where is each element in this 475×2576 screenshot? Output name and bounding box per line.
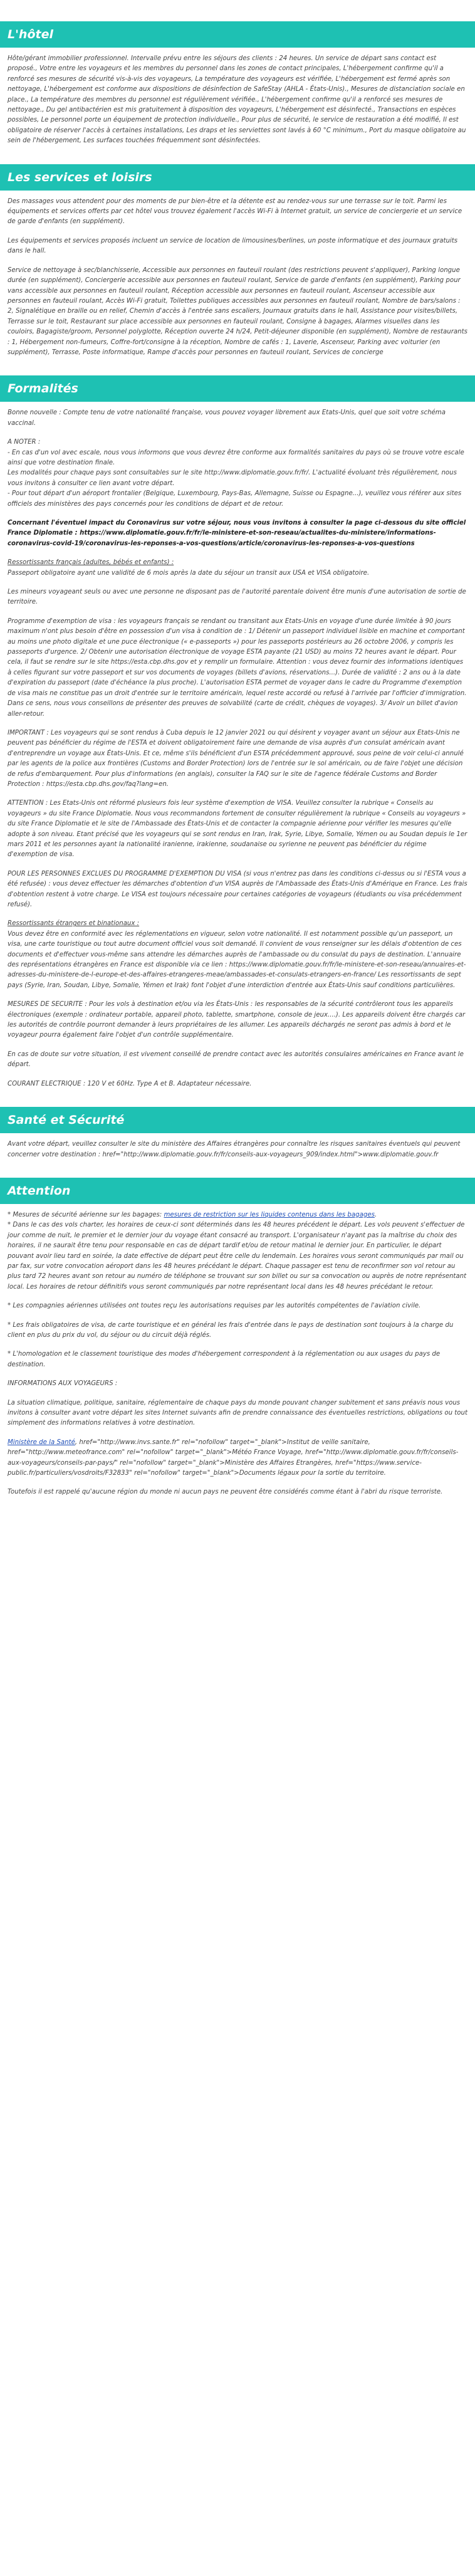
- section-title-services: Les services et loisirs: [0, 164, 475, 191]
- a-noter-line-2: Les modalités pour chaque pays sont consultables sur le site http://www.diplomatie.gouv.fr/fr/. L'actualité évoluant très régulièrement, nous vous invitons à consulter ce lien avant votre départ.: [8, 469, 457, 487]
- bagages-prefix: * Mesures de sécurité aérienne sur les bagages:: [8, 1211, 164, 1218]
- bagages-line: [8, 1210, 467, 1220]
- attention-item-frais: * Les frais obligatoires de visa, de carte touristique et en général les frais d'entrée dans le pays de destination sont toujours à la charge du client en plus du prix du vol, du séjour ou du circuit déjà réglés.: [8, 1321, 454, 1339]
- links-text: , href="http://www.invs.sante.fr" rel="nofollow" target="_blank">Institut de veille sanitaire, href="http://www.meteofrance.com" rel="nofollow" target="_blank">Météo France Voyage, href="http://www.diplomatie.gouv.fr/fr/conseils-aux-voyageurs/conseils-par-pays/" rel="nofollow" target="_blank">Ministère des Affaires Etrangères, href="https://www.service-public.fr/particuliers/vosdroits/F32833" rel="nofollow" target="_blank">Documents légaux pour la sortie du territoire.: [8, 1438, 459, 1477]
- section-title-attention: Attention: [0, 1178, 475, 1204]
- ressortissants-binationaux-title: Ressortissants étrangers et binationaux :: [8, 920, 140, 928]
- infos-voyageurs-text: La situation climatique, politique, sanitaire, réglementaire de chaque pays du monde pouvant changer subitement et sans préavis nous vous invitons à consulter avant votre départ les sites Internet suivants afin de prendre connaissance des éventuelles restrictions, obligations ou tout simplement des informations relatives à votre destination.: [8, 1399, 467, 1427]
- section-title-sante: Santé et Sécurité: [0, 1107, 475, 1133]
- section-title-hotel: L'hôtel: [0, 21, 475, 48]
- mesures-securite-text: MESURES DE SECURITE : Pour les vols à destination et/ou via les États-Unis : les responsables de la sécurité contrôleront tous les appareils électroniques (exemple : ordinateur portable, appareil photo, tablette, smartphone, console de jeux....). Les appareils doivent être chargés car les autorités de contrôle pourront demander à leurs propriétaires de les allumer. Les appareils déchargés ne seront pas admis à bord et le voyageur pourra également faire l'objet d'un contrôle supplémentaire.: [8, 1001, 466, 1039]
- attention-esta-text: ATTENTION : Les Etats-Unis ont réformé plusieurs fois leur système d'exemption de VISA. Veuillez consulter la rubrique « Conseils au voyageurs » du site France Diplomatie. Nous vous recommandons fortement de consulter régulièrement la rubrique « Conseils au voyageurs » du site France Diplomatie et le site de l'Ambassade des États-Unis et de contacter la compagnie aérienne pour vérifier les mesures qu'elle adopte à son niveau. Etant précisé que les voyageurs qui se sont rendus en Iran, Irak, Syrie, Libye, Somalie, Yémen ou au Soudan depuis le 1er mars 2011 et les personnes ayant la nationalité iranienne, irakienne, soudanaise ou syrienne ne peuvent pas bénéficier du régime d'exemption de visa.: [8, 800, 467, 859]
- services-paragraph-3: Service de nettoyage à sec/blanchisserie, Accessible aux personnes en fauteuil roulant (des restrictions peuvent s'appliquer), Parking longue durée (en supplément), Conciergerie accessible aux personnes en fauteuil roulant, Service de garde d'enfants (en supplément), Parking pour vans accessible aux personnes en fauteuil roulant, Réception accessible aux personnes en fauteuil roulant, Ascenseur accessible aux personnes en fauteuil roulant, Accès Wi-Fi gratuit, Toilettes publiques accessibles aux personnes en fauteuil roulant, Nombre de bars/salons : 2, Signalétique en braille ou en relief, Chemin d'accès à l'entrée sans escaliers, Journaux gratuits dans le hall, Assistance pour visites/billets, Terrasse sur le toit, Restaurant sur place accessible aux personnes en fauteuil roulant, Consigne à bagages, Alarmes visuelles dans les couloirs, Bagagiste/groom, Personnel polyglotte, Réception ouverte 24 h/24, Petit-déjeuner disponible (en supplément), Nombre de restaurants : 1, Hébergement non-fumeurs, Coffre-fort/consigne à la réception, Nombre de cafés : 1, Laverie, Ascenseur, Parking avec voiturier (en supplément), Terrasse, Poste informatique, Rampe d'accès pour personnes en fauteuil roulant, Services de concierge: [8, 266, 467, 356]
- section-content-formalites: [0, 402, 475, 1089]
- terrorisme-text: Toutefois il est rappelé qu'aucune région du monde ni aucun pays ne peuvent être considérés comme étant à l'abri du risque terroriste.: [8, 1489, 443, 1496]
- ressortissants-text: Passeport obligatoire ayant une validité de 6 mois après la date du séjour un transit aux USA et VISA obligatoire.: [8, 569, 370, 577]
- a-noter-line-1: - En cas d'un vol avec escale, nous vous informons que vous devrez être conforme aux formalités sanitaires du pays où se trouve votre escale ainsi que votre destination finale.: [8, 449, 464, 466]
- section-content-services: [0, 191, 475, 359]
- programme-text: Programme d'exemption de visa : les voyageurs français se rendant ou transitant aux Etats-Unis en voyage d'une durée limitée à 90 jours maximum n'ont plus besoin d'être en possession d'un visa à condition de : 1/ Détenir un passeport individuel lisible en machine et comportant au moins une photo digitale et une puce électronique (« e-passeports ») pour les passeports postérieurs au 26 octobre 2006, y compris les passeports d'urgence. 2/ Obtenir une autorisation électronique de voyage ESTA payante (21 USD) au moins 72 heures avant le départ. Pour cela, il faut se rendre sur le site https://esta.cbp.dhs.gov et y remplir un formulaire. Attention : vous devez fournir des informations identiques à celles figurant sur votre passeport et sur vos documents de voyages (billets d'avions, réservations...). Durée de validité : 2 ans ou à la date d'expiration du passeport (date d'échéance la plus proche). L'autorisation ESTA permet de voyager dans le cadre du Programme d'exemption de visa mais ne constitue pas un droit d'entrée sur le territoire américain, lequel reste accordé ou refusé à l'arrivée par l'officier d'immigration. Dans ce sens, nous vous conseillons de présenter des preuves de solvabilité (carte de crédit, chèques de voyages). 3/ Avoir un billet d'avion aller-retour.: [8, 617, 467, 718]
- section-hotel: [0, 21, 475, 147]
- liquides-restriction-link[interactable]: mesures de restriction sur les liquides contenus dans les bagages: [164, 1211, 375, 1218]
- attention-item-compagnies: * Les compagnies aériennes utilisées ont toutes reçu les autorisations requises par les autorités compétentes de l'aviation civile.: [8, 1302, 421, 1310]
- sante-text: Avant votre départ, veuillez consulter le site du ministère des Affaires étrangères pour connaître les risques sanitaires éventuels qui peuvent concerner votre destination : href="http://www.diplomatie.gouv.fr/fr/conseils-aux-voyageurs_909/index.html">www.diplomatie.gouv.fr: [8, 1141, 461, 1158]
- ressortissants-binationaux-text: Vous devez être en conformité avec les réglementations en vigueur, selon votre nationalité. Il est notamment possible qu'un passeport, un visa, une carte touristique ou tout autre document officiel vous soit demandé. Il convient de vous renseigner sur les délais d'obtention de ces documents et d'effectuer vous-même sans attendre les démarches auprès de l'ambassade ou du consulat du pays de destination. L'annuaire des représentations étrangères en France est disponible via ce lien : https://www.diplomatie.gouv.fr/fr/le-ministere-et-son-reseau/annuaires-et-adresses-du-ministere-de-l-europe-et-des-affaires-etrangeres-meae/ambassades-et-consulats-etrangers-en-france/ Les ressortissants de sept pays (Syrie, Iran, Soudan, Libye, Somalie, Yémen et Irak) font l'objet d'une interdiction d'entrée aux États-Unis sauf conditions particulières.: [8, 930, 466, 989]
- links-paragraph: [8, 1438, 467, 1479]
- pour-les-personnes-text: POUR LES PERSONNES EXCLUES DU PROGRAMME D'EXEMPTION DU VISA (si vous n'entrez pas dans les conditions ci-dessus ou si l'ESTA vous a été refusée) : vous devez effectuer les démarches d'obtention d'un VISA auprès de l'Ambassade des États-Unis d'Amérique en France. Les frais d'obtention restent à votre charge. Le VISA est toujours nécessaire pour certaines catégories de voyageurs (étudiants ou visa précédemment refusé).: [8, 870, 467, 908]
- section-sante: [0, 1107, 475, 1160]
- page: [0, 21, 475, 1498]
- important-text: IMPORTANT : Les voyageurs qui se sont rendus à Cuba depuis le 12 janvier 2021 ou qui désirent y voyager avant un séjour aux Etats-Unis ne peuvent pas bénéficier du régime de l'ESTA et doivent obligatoirement faire une demande de visa auprès d'un consulat américain avant d'entreprendre un voyage aux États-Unis. Et ce, même s'ils bénéficient d'un ESTA précédemment approuvé, sous peine de voir celui-ci annulé par les agents de la police aux frontières (Customs and Border Protection) lors de l'entrée sur le sol américain, ou de faire l'objet une décision de refus d'embarquement. Pour plus d'informations (en anglais), consulter la FAQ sur le site de l'agence fédérale Customs and Border Protection : https://esta.cbp.dhs.gov/faq?lang=en.: [8, 729, 464, 788]
- attention-item-charter: * Dans le cas des vols charter, les horaires de ceux-ci sont déterminés dans les 48 heures précédent le départ. Les vols peuvent s'effectuer de jour comme de nuit, le premier et le dernier jour du voyage étant consacré au transport. L'organisateur n'ayant pas la maîtrise du choix des horaires, il ne saurait être tenu pour responsable en cas de départ tardif et/ou de retour matinal le dernier jour. En particulier, le départ pouvant avoir lieu tard en soirée, la date effective de départ peut être celle du lendemain. Les horaires vous seront communiqués par mail ou par fax, sur votre convocation aéroport dans les 48 heures précédant le départ. Chaque passager est tenu de reconfirmer son vol retour au plus tard 72 heures avant son retour au numéro de téléphone se trouvant sur son billet ou sur sa convocation ou auprès de notre représentant local. Les horaires de retour définitifs vous seront communiqués par notre représentant local dans les 48 heures précédant le retour.: [8, 1222, 467, 1291]
- doute-text: En cas de doute sur votre situation, il est vivement conseillé de prendre contact avec les autorités consulaires américaines en France avant le départ.: [8, 1050, 464, 1069]
- hotel-paragraph: Hôte/gérant immobilier professionnel. Intervalle prévu entre les séjours des clients : 24 heures. Un service de départ sans contact est proposé., Votre entre les voyageurs et les membres du personnel dans les zones de contact principales, L'hébergement confirme qu'il a renforcé ses mesures de sécurité vis-à-vis des voyageurs, La température des voyageurs est vérifiée, L'hébergement est fermé après son nettoyage, L'hébergement est conforme aux dispositions de désinfection de SafeStay (AHLA - États-Unis)., Mesures de distanciation sociale en place., La température des membres du personnel est régulièrement vérifiée., L'hébergement confirme qu'il a renforcé ses mesures de nettoyage., Du gel antibactérien est mis gratuitement à disposition des voyageurs, L'hébergement est désinfecté., Transactions en espèces possibles, Le personnel porte un équipement de protection individuelle., Pour plus de sécurité, le service de restauration a été modifié, Il est obligatoire de réserver l'accès à certaines installations, Les draps et les serviettes sont lavés à 60 °C minimum., Port du masque obligatoire au sein de l'hébergement, Les surfaces touchées fréquemment sont désinfectées.: [8, 55, 466, 145]
- bagages-suffix: .: [374, 1211, 377, 1218]
- services-paragraph-2: Les équipements et services proposés incluent un service de location de limousines/berlines, un poste informatique et des journaux gratuits dans le hall.: [8, 237, 458, 255]
- section-content-hotel: [0, 48, 475, 147]
- ministere-sante-link[interactable]: Ministère de la Santé: [8, 1438, 75, 1446]
- section-services: [0, 164, 475, 359]
- section-content-attention: [0, 1204, 475, 1498]
- section-formalites: [0, 375, 475, 1089]
- a-noter-line-3: - Pour tout départ d'un aéroport frontalier (Belgique, Luxembourg, Pays-Bas, Allemagne, Suisse ou Espagne...), veuillez vous référer aux sites officiels des ministères des pays concernés pour les conditions de départ et de retour.: [8, 490, 462, 508]
- infos-voyageurs-title: INFORMATIONS AUX VOYAGEURS :: [8, 1380, 118, 1388]
- services-paragraph-1: Des massages vous attendent pour des moments de pur bien-être et la détente est au rendez-vous sur une terrasse sur le toit. Parmi les équipements et services offerts par cet hôtel vous trouvez également l'accès Wi-Fi à Internet gratuit, un service de conciergerie et un service de garde d'enfants (en supplément).: [8, 197, 462, 226]
- section-attention: [0, 1178, 475, 1498]
- formalites-intro: Bonne nouvelle : Compte tenu de votre nationalité française, vous pouvez voyager librement aux Etats-Unis, quel que soit votre schéma vaccinal.: [8, 409, 446, 427]
- mineurs-text: Les mineurs voyageant seuls ou avec une personne ne disposant pas de l'autorité parentale doivent être munis d'une autorisation de sortie de territoire.: [8, 589, 466, 606]
- section-content-sante: [0, 1133, 475, 1160]
- corona-notice: Concernant l'éventuel impact du Coronavirus sur votre séjour, nous vous invitons à consulter la page ci-dessous du site officiel France Diplomatie : https://www.diplomatie.gouv.fr/fr/le-ministere-et-son-reseau/actualites-du-ministere/informations-coronavirus-covid-19/coronavirus-les-reponses-a-vos-questions/article/coronavirus-les-reponses-a-vos-questions: [8, 520, 466, 547]
- attention-item-homologation: * L'homologation et le classement touristique des modes d'hébergement correspondent à la réglementation ou aux usages du pays de destination.: [8, 1351, 441, 1368]
- a-noter-title: A NOTER :: [8, 439, 41, 446]
- courant-electrique-text: COURANT ELECTRIQUE : 120 V et 60Hz. Type A et B. Adaptateur nécessaire.: [8, 1080, 252, 1087]
- section-title-formalites: Formalités: [0, 375, 475, 402]
- ressortissants-title: Ressortissants français (adultes, bébés et enfants) :: [8, 559, 174, 567]
